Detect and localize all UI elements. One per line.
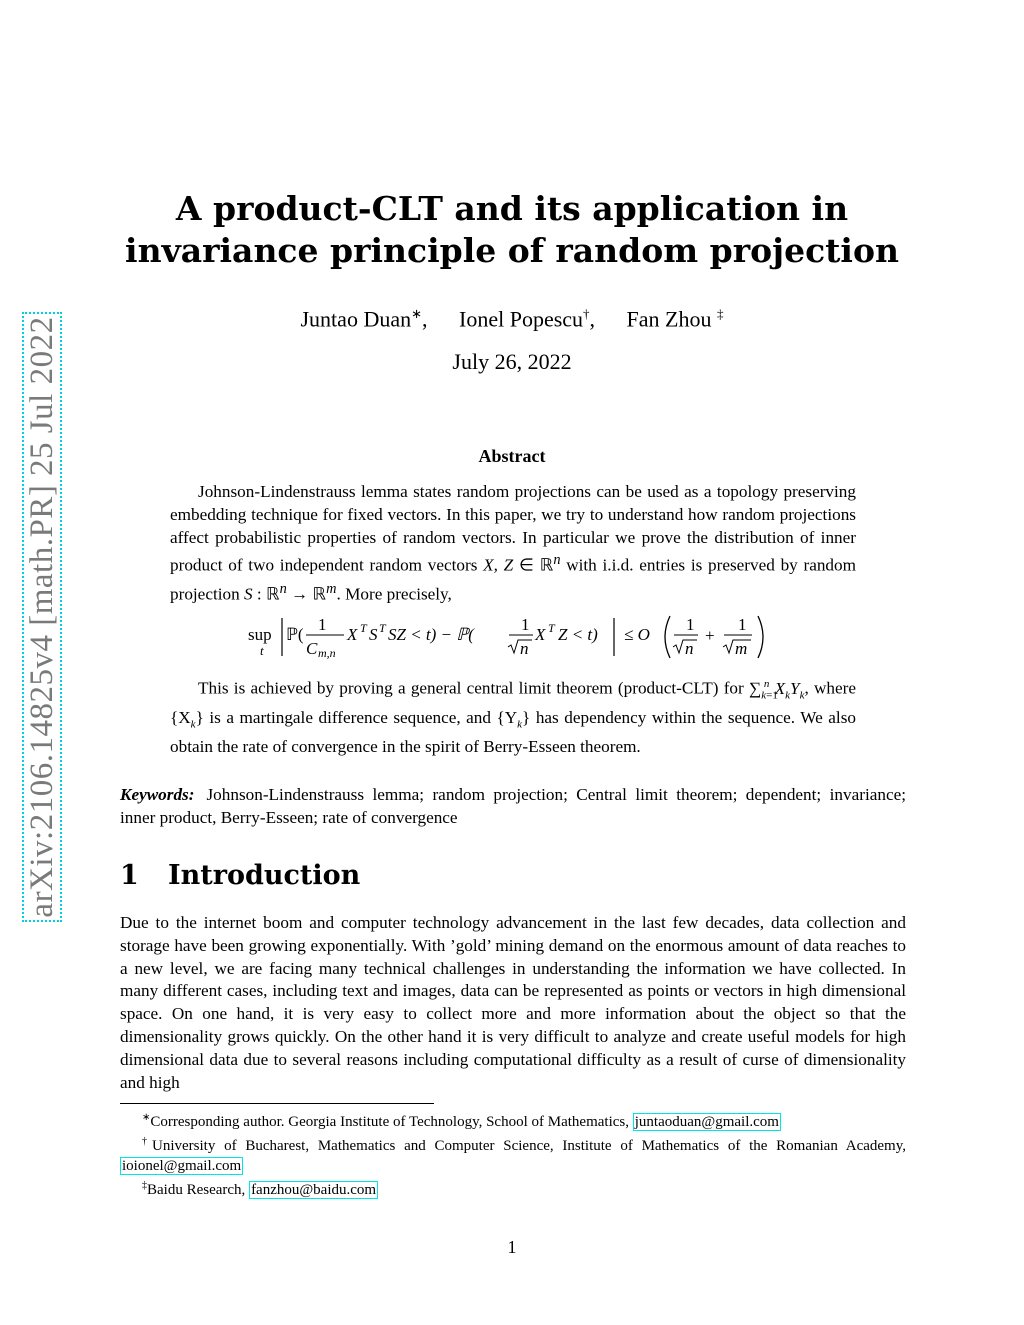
footnote-3-text: Baidu Research,: [147, 1182, 250, 1198]
eq-S: S: [369, 625, 378, 644]
math-var: S: [243, 584, 253, 604]
author-2: Ionel Popescu: [459, 306, 584, 332]
abstract-paragraph-2: This is achieved by proving a general central limit theorem (product-CLT) for $\sum_{k=1}^n$ $X_kY_k$, where $\{X_k\}$ is a martingale difference sequence, and $\{Y_k\}$ has dependency within the sequence. We also obtain the rate of convergence in the spirit of Berry-Esseen theorem.: [170, 678, 856, 757]
eq-sub-t: t: [260, 643, 264, 658]
section-title: Introduction: [168, 860, 361, 891]
eq-paren-left: [665, 616, 670, 658]
eq-C-sub: m,n: [318, 646, 336, 660]
arxiv-identifier[interactable]: arXiv:2106.14825v4 [math.PR] 25 Jul 2022: [24, 316, 60, 918]
author-2-sep: ,: [589, 306, 596, 332]
title-line-1: A product-CLT and its application in: [175, 189, 849, 228]
footnote-1: [120, 1108, 906, 1132]
title-line-2: invariance principle of random projection: [125, 231, 899, 270]
abstract-text: → ℝ: [286, 584, 327, 604]
eq-term2-tail: Z < t): [558, 625, 598, 644]
abstract-text: } is a martingale difference sequence, and {Y: [195, 707, 518, 727]
footnote-2: [120, 1132, 906, 1176]
sum-icon: $\sum_{k=1}^n$ $X_kY_k$: [749, 678, 805, 702]
eq-T-3: T: [548, 621, 555, 635]
abstract-text: : ℝ: [252, 584, 280, 604]
abstract-text: } has dependency within the sequence. We also obtain the rate of convergence in the spirit of Berry-Esseen theorem.: [170, 707, 856, 757]
eq-plus: +: [705, 626, 715, 645]
abstract-text: ∈ ℝ: [513, 556, 554, 576]
eq-T-2: T: [379, 621, 386, 635]
footnote-1-text: Corresponding author. Georgia Institute of Technology, School of Mathematics,: [150, 1114, 633, 1130]
author-1-mark: ∗: [411, 306, 422, 321]
author-list: [120, 298, 904, 335]
footnotes: [120, 1108, 906, 1200]
email-link-fan[interactable]: fanzhou@baidu.com: [251, 1182, 377, 1198]
abstract-text: This is achieved by proving a general central limit theorem (product-CLT) for: [198, 678, 749, 698]
footnote-2-text: University of Bucharest, Mathematics and Computer Science, Institute of Mathematics of the Romanian Academy,: [152, 1138, 907, 1154]
eq-frac-num-1: 1: [318, 615, 327, 634]
eq-le-O: ≤ O: [624, 625, 650, 644]
section-heading: [120, 860, 360, 891]
keywords-text: Johnson-Lindenstrauss lemma; random projection; Central limit theorem; dependent; invariance; inner product, Berry-Esseen; rate of convergence: [120, 785, 906, 827]
publication-date: July 26, 2022: [452, 349, 572, 374]
author-3: Fan Zhou: [626, 306, 712, 332]
email-link-ionel[interactable]: ioionel@gmail.com: [122, 1158, 242, 1174]
abstract-heading: Abstract: [478, 446, 546, 466]
footnote-2-mark: †: [142, 1136, 153, 1147]
eq-frac-num-4: 1: [738, 615, 747, 634]
author-1: Juntao Duan: [300, 306, 412, 332]
abstract-text: with i.i.d. entries is preserved by random projection: [170, 556, 856, 604]
keywords-label: Keywords:: [120, 785, 195, 804]
math-exponent: n: [553, 552, 561, 569]
eq-T-1: T: [360, 621, 367, 635]
math-exponent: n: [279, 580, 287, 597]
footnote-3-mark: ‡: [142, 1180, 147, 1191]
eq-paren-right: [758, 616, 763, 658]
eq-frac-num-3: 1: [686, 615, 695, 634]
keywords: [120, 784, 906, 830]
footnote-1-mark: ∗: [142, 1112, 151, 1123]
abstract-paragraph-1: [170, 481, 856, 606]
eq-sqrt-n-1: n: [520, 639, 529, 658]
eq-X-2: X: [535, 625, 546, 644]
page-number: 1: [507, 1237, 517, 1257]
eq-term1-tail: SZ < t) − ℙ(: [388, 625, 474, 644]
email-link-juntao[interactable]: juntaoduan@gmail.com: [634, 1114, 779, 1130]
introduction-paragraph: Due to the internet boom and computer technology advancement in the last few decades, data collection and storage have been growing exponentially. With ’gold’ mining demand on the enormous amount of data reaches to a new level, we are facing many technical challenges in understanding the information we have collected. In many different cases, including text and images, data can be represented as points or vectors in high dimensional space. On one hand, it is very easy to collect more and more information about the object so that the dimensionality grows quickly. On the other hand it is very difficult to analyze and create useful models for high dimensional data due to several reasons including computational difficulty as a result of curse of dimensionality and high: [120, 913, 906, 1092]
eq-frac-num-2: 1: [521, 615, 530, 634]
abstract-text: Johnson-Lindenstrauss lemma states random projections can be used as a topology preserving embedding technique for fixed vectors. In this paper, we try to understand how random projections affect probabilistic properties of random vectors. In particular we prove the distribution of inner product of two independent random vectors: [170, 482, 856, 576]
abstract-text: , where {X: [170, 678, 856, 727]
eq-sqrt-m: m: [735, 639, 748, 658]
math-vars: X, Z: [483, 556, 514, 576]
eq-C: C: [306, 639, 318, 658]
author-2-mark: †: [583, 306, 590, 321]
footnote-3: [120, 1176, 906, 1200]
footnote-rule: [120, 1103, 434, 1104]
paper-title: [120, 188, 904, 272]
author-3-mark: ‡: [716, 306, 724, 321]
eq-X-1: X: [347, 625, 358, 644]
eq-sqrt-n-2: n: [685, 639, 694, 658]
main-equation: [246, 610, 786, 666]
section-number: 1: [120, 860, 139, 891]
eq-prob-1: ℙ(: [286, 625, 304, 644]
eq-sup: sup: [248, 625, 272, 644]
abstract-text: . More precisely,: [336, 584, 452, 604]
math-exponent: m: [326, 580, 337, 597]
author-1-sep: ,: [422, 306, 428, 332]
